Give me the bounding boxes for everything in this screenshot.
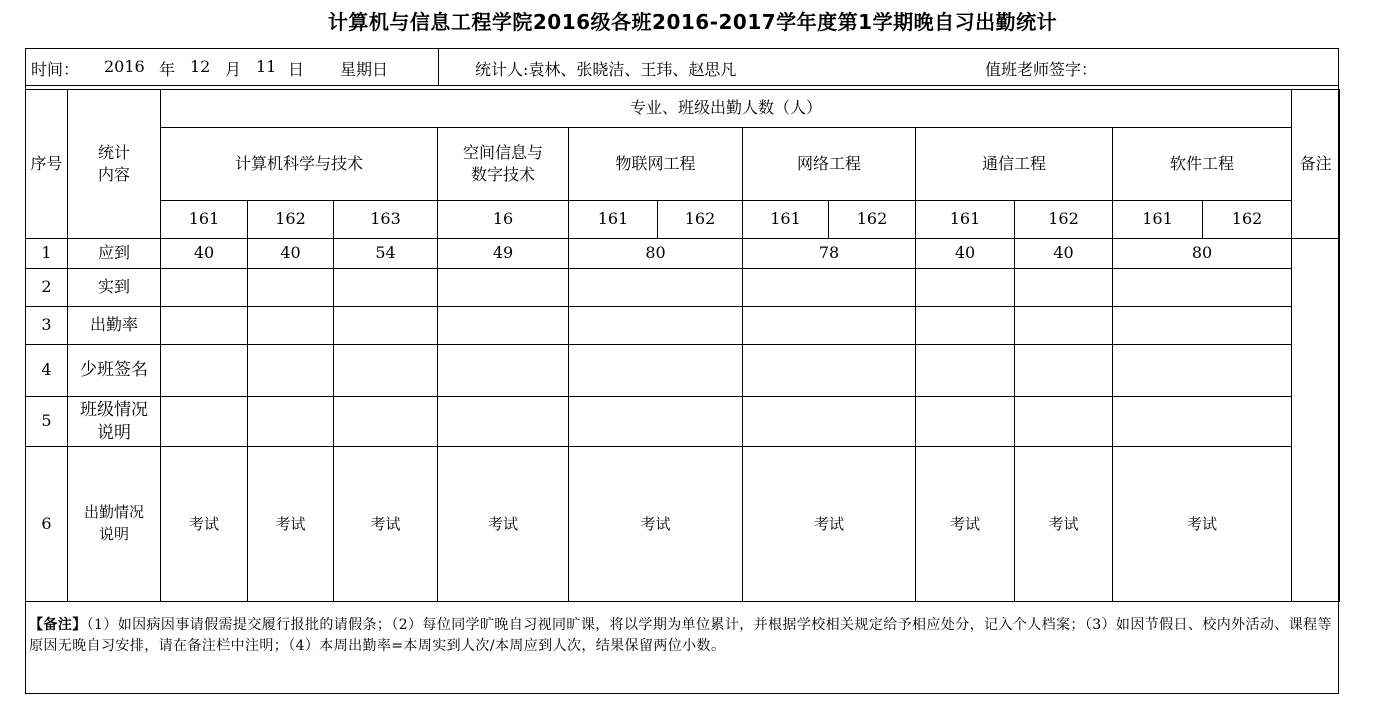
row-number: 3 <box>26 307 68 345</box>
day-value: 11 <box>256 57 277 76</box>
major-header: 网络工程 <box>743 128 916 201</box>
signature-cell <box>743 345 916 397</box>
footnote-body: （1）如因病因事请假需提交履行报批的请假条；（2）每位同学旷晚自习视同旷课，将以学期为单位累计，并根据学校相关规定给予相应处分，记入个人档案；（3）如因节假日、校内外活动、课程等原因无晚自习安排，请在备注栏中注明；（4）本周出勤率=本周实到人次/本周应到人次，结果保留两位小数。 <box>29 617 1332 654</box>
situation-cell <box>248 397 334 447</box>
attendance-table <box>25 89 1340 602</box>
explanation-cell: 考试 <box>569 447 743 602</box>
rate-cell <box>1113 307 1292 345</box>
group-header: 专业、班级出勤人数（人） <box>161 90 1292 128</box>
row-number: 5 <box>26 397 68 447</box>
class-header: 161 <box>1113 201 1203 239</box>
signature-cell <box>161 345 248 397</box>
explanation-cell: 考试 <box>161 447 248 602</box>
row-label: 班级情况 说明 <box>68 397 161 447</box>
signature-cell <box>1113 345 1292 397</box>
explanation-cell: 考试 <box>743 447 916 602</box>
actual-cell <box>438 269 569 307</box>
class-header: 162 <box>1203 201 1292 239</box>
footnote-head: 【备注】 <box>29 617 87 633</box>
major-header: 物联网工程 <box>569 128 743 201</box>
situation-cell <box>334 397 438 447</box>
row-number: 6 <box>26 447 68 602</box>
content-header: 统计 内容 <box>68 90 161 239</box>
rate-cell <box>334 307 438 345</box>
expected-cell: 40 <box>161 239 248 269</box>
row-number: 2 <box>26 269 68 307</box>
class-header: 162 <box>1015 201 1113 239</box>
page-title: 计算机与信息工程学院2016级各班2016-2017学年度第1学期晚自习出勤统计 <box>327 10 1058 34</box>
class-header: 162 <box>658 201 743 239</box>
actual-cell <box>1015 269 1113 307</box>
actual-cell <box>916 269 1015 307</box>
footnote <box>29 615 1334 657</box>
actual-cell <box>743 269 916 307</box>
situation-cell <box>1015 397 1113 447</box>
signature-cell <box>334 345 438 397</box>
signature-cell <box>569 345 743 397</box>
row-label: 出勤率 <box>68 307 161 345</box>
class-header: 161 <box>569 201 658 239</box>
expected-cell: 80 <box>1113 239 1292 269</box>
remark-cell <box>1292 239 1340 602</box>
explanation-cell: 考试 <box>1015 447 1113 602</box>
signature-cell <box>1015 345 1113 397</box>
major-header: 软件工程 <box>1113 128 1292 201</box>
row-number: 1 <box>26 239 68 269</box>
class-header: 16 <box>438 201 569 239</box>
seq-header: 序号 <box>26 90 68 239</box>
class-header: 163 <box>334 201 438 239</box>
time-label: 时间： <box>31 60 80 79</box>
class-header: 161 <box>743 201 829 239</box>
explanation-cell: 考试 <box>334 447 438 602</box>
month-unit: 月 <box>225 60 242 79</box>
rate-cell <box>248 307 334 345</box>
signature-cell <box>916 345 1015 397</box>
class-header: 161 <box>161 201 248 239</box>
row-label: 出勤情况 说明 <box>68 447 161 602</box>
rate-cell <box>569 307 743 345</box>
class-header: 162 <box>829 201 916 239</box>
situation-cell <box>1113 397 1292 447</box>
rate-cell <box>916 307 1015 345</box>
actual-cell <box>1113 269 1292 307</box>
remark-header: 备注 <box>1292 90 1340 239</box>
rate-cell <box>161 307 248 345</box>
major-header: 空间信息与 数字技术 <box>438 128 569 201</box>
actual-cell <box>569 269 743 307</box>
situation-cell <box>438 397 569 447</box>
expected-cell: 80 <box>569 239 743 269</box>
weekday-value: 星期日 <box>340 60 389 79</box>
stats-people: 统计人:袁林、张晓洁、王玮、赵思凡 <box>475 60 737 79</box>
signature-cell <box>438 345 569 397</box>
row-label: 少班签名 <box>68 345 161 397</box>
info-divider <box>438 48 439 86</box>
class-header: 161 <box>916 201 1015 239</box>
expected-cell: 49 <box>438 239 569 269</box>
actual-cell <box>334 269 438 307</box>
row-number: 4 <box>26 345 68 397</box>
situation-cell <box>743 397 916 447</box>
expected-cell: 40 <box>916 239 1015 269</box>
explanation-cell: 考试 <box>438 447 569 602</box>
expected-cell: 40 <box>1015 239 1113 269</box>
expected-cell: 78 <box>743 239 916 269</box>
info-bar <box>25 48 1339 86</box>
actual-cell <box>248 269 334 307</box>
day-unit: 日 <box>288 60 305 79</box>
rate-cell <box>438 307 569 345</box>
explanation-cell: 考试 <box>1113 447 1292 602</box>
row-label: 实到 <box>68 269 161 307</box>
class-header: 162 <box>248 201 334 239</box>
year-unit: 年 <box>159 60 176 79</box>
actual-cell <box>161 269 248 307</box>
explanation-cell: 考试 <box>248 447 334 602</box>
month-value: 12 <box>190 57 211 76</box>
major-header: 通信工程 <box>916 128 1113 201</box>
rate-cell <box>1015 307 1113 345</box>
row-label: 应到 <box>68 239 161 269</box>
rate-cell <box>743 307 916 345</box>
major-header: 计算机科学与技术 <box>161 128 438 201</box>
signature-cell <box>248 345 334 397</box>
year-value: 2016 <box>104 57 145 76</box>
situation-cell <box>916 397 1015 447</box>
situation-cell <box>569 397 743 447</box>
expected-cell: 54 <box>334 239 438 269</box>
teacher-sign-label: 值班老师签字： <box>985 60 1098 79</box>
explanation-cell: 考试 <box>916 447 1015 602</box>
situation-cell <box>161 397 248 447</box>
expected-cell: 40 <box>248 239 334 269</box>
